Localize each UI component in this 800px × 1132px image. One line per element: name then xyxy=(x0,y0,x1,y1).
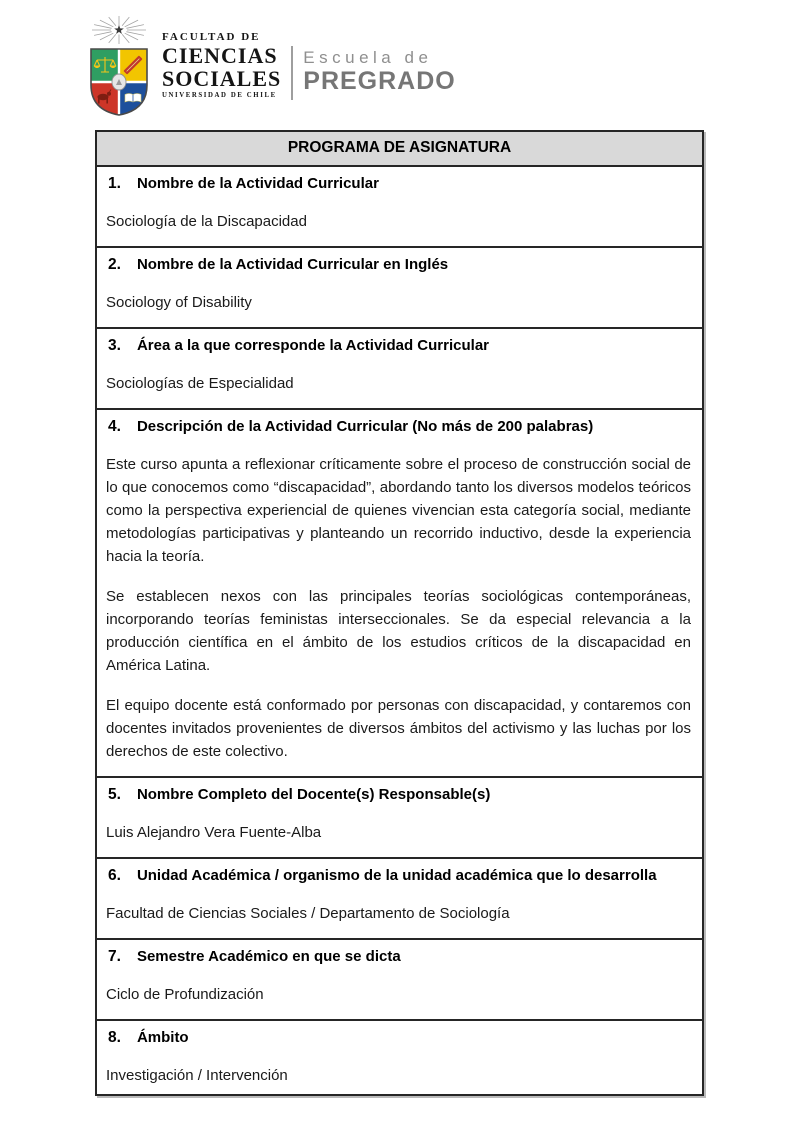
row-heading xyxy=(97,786,702,804)
row-number: 2. xyxy=(108,256,121,273)
row-heading xyxy=(97,256,702,274)
program-table xyxy=(95,130,704,1096)
row-heading xyxy=(97,1029,702,1047)
row-values xyxy=(97,372,702,395)
school-line1: Escuela de xyxy=(303,47,433,67)
table-row xyxy=(97,167,702,248)
faculty-line1: FACULTAD DE xyxy=(162,31,261,44)
row-values xyxy=(97,983,702,1006)
faculty-line3: SOCIALES xyxy=(162,65,282,91)
row-value-paragraph: Sociología de la Discapacidad xyxy=(106,213,307,230)
school-wordmark xyxy=(303,48,455,96)
row-values xyxy=(97,210,702,233)
row-values xyxy=(97,453,702,763)
row-number: 3. xyxy=(108,337,121,354)
table-body xyxy=(97,167,702,1094)
row-value-paragraph: Luis Alejandro Vera Fuente-Alba xyxy=(106,824,322,841)
book-icon xyxy=(125,94,141,103)
row-value-paragraph: Sociologías de Especialidad xyxy=(106,375,294,392)
table-row xyxy=(97,778,702,859)
table-row xyxy=(97,410,702,778)
row-title: Semestre Académico en que se dicta xyxy=(136,948,401,965)
row-title: Área a la que corresponde la Actividad Curricular xyxy=(136,337,489,354)
university-name: UNIVERSIDAD DE CHILE xyxy=(162,92,277,100)
table-row xyxy=(97,329,702,410)
row-heading xyxy=(97,418,702,436)
row-value-paragraph: Investigación / Intervención xyxy=(106,1067,288,1084)
logo-divider xyxy=(291,46,293,100)
row-number: 4. xyxy=(108,418,121,435)
row-heading xyxy=(97,867,702,885)
row-values xyxy=(97,1064,702,1087)
row-values xyxy=(97,291,702,314)
table-row xyxy=(97,859,702,940)
row-title: Nombre Completo del Docente(s) Responsable(s) xyxy=(136,786,491,803)
row-title: Nombre de la Actividad Curricular en Inglés xyxy=(136,256,449,273)
row-title: Ámbito xyxy=(136,1029,189,1046)
table-row xyxy=(97,248,702,329)
row-number: 1. xyxy=(108,175,121,192)
table-row xyxy=(97,940,702,1021)
row-value-paragraph: Sociology of Disability xyxy=(106,294,252,311)
row-value-paragraph: Este curso apunta a reflexionar críticamente sobre el proceso de construcción social de lo que conocemos como “discapacidad”, abordando tanto los diversos modelos teóricos como la perspectiva experiencial de quienes vivencian esta categoría social, mediante metodologías participativas y planteando un recorrido inductivo, desde la experiencia hacia la teoría. xyxy=(106,456,691,565)
row-number: 6. xyxy=(108,867,121,884)
row-number: 7. xyxy=(108,948,121,965)
row-value-paragraph: Ciclo de Profundización xyxy=(106,986,264,1003)
row-number: 5. xyxy=(108,786,121,803)
row-number: 8. xyxy=(108,1029,121,1046)
institution-logo xyxy=(88,14,456,118)
row-value-paragraph: Se establecen nexos con las principales teorías sociológicas contemporáneas, incorporando teorías feministas interseccionales. Se da especial relevancia a la producción científica en el ámbito de los estudios críticos de la discapacidad en América Latina. xyxy=(106,588,691,674)
row-value-paragraph: El equipo docente está conformado por personas con discapacidad, y contaremos con docentes invitados provenientes de diversos ámbitos del activismo y las luchas por los derechos de este colectivo. xyxy=(106,697,691,760)
row-title: Unidad Académica / organismo de la unidad académica que lo desarrolla xyxy=(136,867,657,884)
faculty-wordmark xyxy=(162,32,281,100)
row-heading xyxy=(97,948,702,966)
table-row xyxy=(97,1021,702,1094)
faculty-line2: CIENCIAS xyxy=(162,43,278,69)
row-title: Descripción de la Actividad Curricular (No más de 200 palabras) xyxy=(136,418,594,435)
row-values xyxy=(97,902,702,925)
star-icon xyxy=(114,25,124,34)
row-values xyxy=(97,821,702,844)
row-heading xyxy=(97,175,702,193)
row-value-paragraph: Facultad de Ciencias Sociales / Departamento de Sociología xyxy=(106,905,510,922)
school-line2: PREGRADO xyxy=(303,67,456,96)
table-title: PROGRAMA DE ASIGNATURA xyxy=(97,132,702,167)
row-title: Nombre de la Actividad Curricular xyxy=(136,175,379,192)
row-heading xyxy=(97,337,702,355)
university-shield-icon xyxy=(88,14,150,118)
